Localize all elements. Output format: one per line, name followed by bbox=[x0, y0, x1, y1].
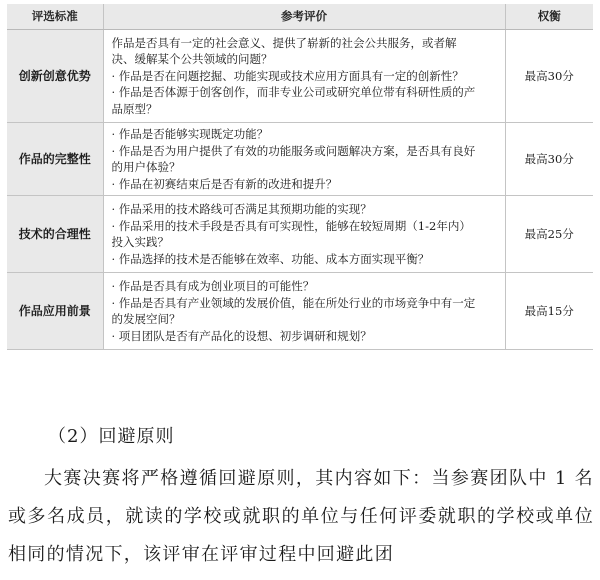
header-criterion: 评选标准 bbox=[7, 4, 103, 30]
evaluation-cell bbox=[103, 30, 505, 123]
criterion-cell: 技术的合理性 bbox=[7, 196, 103, 273]
header-weight: 权衡 bbox=[505, 4, 593, 30]
evaluation-line: · 作品采用的技术路线可否满足其预期功能的实现？ bbox=[111, 202, 372, 216]
criterion-cell: 作品的完整性 bbox=[7, 123, 103, 196]
header-evaluation: 参考评价 bbox=[103, 4, 505, 30]
weight-cell: 最高30分 bbox=[505, 123, 593, 196]
evaluation-line: · 作品是否为用户提供了有效的功能服务或问题解决方案，是否具有良好 bbox=[111, 143, 476, 158]
table-row bbox=[7, 196, 593, 273]
weight-cell: 最高15分 bbox=[505, 273, 593, 350]
weight-cell: 最高30分 bbox=[505, 30, 593, 123]
weight-cell: 最高25分 bbox=[505, 196, 593, 273]
evaluation-line: · 作品是否在问题挖掘、功能实现或技术应用方面具有一定的创新性？ bbox=[111, 68, 464, 83]
table-row bbox=[7, 123, 593, 196]
table-header-row bbox=[7, 4, 593, 30]
body-paragraph: 大赛决赛将严格遵循回避原则，其内容如下：当参赛团队中 1 名或多名成员，就读的学校或就职的单位与任何评委就职的学校或单位相同的情况下，该评审在评审过程中回避此团 bbox=[8, 468, 594, 565]
evaluation-line: · 作品是否具有成为创业项目的可能性？ bbox=[111, 279, 315, 293]
evaluation-line: 的发展空间？ bbox=[111, 312, 181, 326]
evaluation-line: 投入实践？ bbox=[111, 235, 169, 249]
evaluation-line: 决、缓解某个公共领域的问题？ bbox=[111, 52, 273, 67]
evaluation-line: · 项目团队是否有产品化的设想、初步调研和规划？ bbox=[111, 328, 372, 343]
evaluation-line: · 作品是否体源于创客创作，而非专业公司或研究单位带有科研性质的产 bbox=[111, 85, 476, 100]
evaluation-cell bbox=[103, 273, 505, 350]
evaluation-cell bbox=[103, 196, 505, 273]
evaluation-line: 作品是否具有一定的社会意义、提供了崭新的社会公共服务，或者解 bbox=[111, 35, 457, 50]
section-heading: （2）回避原则 bbox=[48, 426, 175, 447]
evaluation-line: · 作品是否具有产业领域的发展价值，能在所处行业的市场竞争中有一定 bbox=[111, 295, 476, 310]
evaluation-line: · 作品在初赛结束后是否有新的改进和提升？ bbox=[111, 176, 338, 191]
evaluation-line: · 作品选择的技术是否能够在效率、功能、成本方面实现平衡？ bbox=[111, 251, 430, 266]
evaluation-line: · 作品是否能够实现既定功能？ bbox=[111, 127, 269, 141]
evaluation-line: 品原型？ bbox=[111, 101, 158, 116]
criterion-cell: 作品应用前景 bbox=[7, 273, 103, 350]
table-row bbox=[7, 273, 593, 350]
criterion-cell: 创新创意优势 bbox=[7, 30, 103, 123]
evaluation-line: 的用户体验？ bbox=[111, 160, 181, 174]
evaluation-line: · 作品采用的技术手段是否具有可实现性，能够在较短周期（1-2年内） bbox=[111, 218, 471, 233]
evaluation-cell bbox=[103, 123, 505, 196]
table-row bbox=[7, 30, 593, 123]
evaluation-criteria-table bbox=[7, 4, 593, 350]
